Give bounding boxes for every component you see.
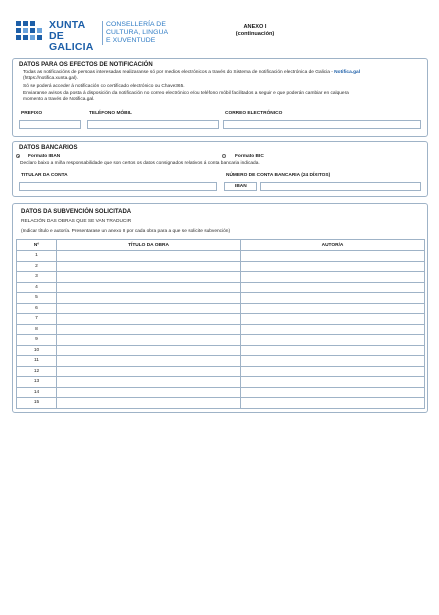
telefono-label: TELÉFONO MÓBIL [89,111,132,116]
numero-conta-label: NÚMERO DE CONTA BANCARIA (24 DÍXITOS) [226,173,331,178]
correo-field[interactable] [223,120,421,129]
titulo-obra-cell[interactable] [57,272,241,283]
titulo-obra-cell[interactable] [57,251,241,262]
subvencion-title: DATOS DA SUBVENCIÓN SOLICITADA [21,209,132,215]
obras-table-header [17,240,425,251]
row-number: 13 [17,377,57,388]
table-row [17,398,425,409]
titulo-obra-cell[interactable] [57,398,241,409]
row-number: 11 [17,356,57,367]
table-row [17,324,425,335]
bancarios-title: DATOS BANCARIOS [19,145,78,151]
notificacion-line-2: (https://notifica.xunta.gal). [23,76,78,81]
table-row [17,261,425,272]
row-number: 15 [17,398,57,409]
row-number: 4 [17,282,57,293]
autor-cell[interactable] [241,345,425,356]
autor-cell[interactable] [241,356,425,367]
table-row [17,251,425,262]
notificacion-line-5: momento a través de Notifica.gal. [23,97,95,102]
autor-cell[interactable] [241,324,425,335]
table-row [17,314,425,325]
bancarios-section [12,141,428,197]
table-row [17,272,425,283]
page-header [0,0,439,52]
row-number: 3 [17,272,57,283]
autor-cell[interactable] [241,377,425,388]
titulo-obra-cell[interactable] [57,303,241,314]
table-row [17,345,425,356]
autor-cell[interactable] [241,387,425,398]
table-row [17,335,425,346]
row-number: 1 [17,251,57,262]
row-number: 9 [17,335,57,346]
column-header-autor: AUTOR/A [241,240,425,251]
titulo-obra-cell[interactable] [57,293,241,304]
xunta-logo-icon [15,20,45,46]
bic-radio[interactable] [222,154,226,158]
autor-cell[interactable] [241,398,425,409]
notificacion-line-4: Enviaranse avisos da posta á disposición da notificación no correo electrónico e/ou teléfono móbil facilitados a seguir e que poderán cambiar en calquera [23,91,349,96]
anexo-title: ANEXO I [243,24,267,30]
titulo-obra-cell[interactable] [57,387,241,398]
consellaria-name: CONSELLERÍA DE CULTURA, LINGUA E XUVENTUDE [106,21,169,44]
xunta-logo [15,19,101,53]
logo-divider [102,21,103,45]
notificacion-title: DATOS PARA OS EFECTOS DE NOTIFICACIÓN [19,62,153,68]
logo-wordmark: XUNTA DE GALICIA [49,19,94,53]
titulo-obra-cell[interactable] [57,261,241,272]
notificacion-line-1: Todas as notificacións de persoas interesadas realizaranse só por medios electrónicos a través do Sistema de notificación electrónica de Galicia - Notifica.gal [23,70,361,75]
titulo-obra-cell[interactable] [57,314,241,325]
titulo-obra-cell[interactable] [57,377,241,388]
iban-prefix-box [224,182,257,191]
table-row [17,303,425,314]
table-row [17,366,425,377]
iban-prefix: IBAN [235,184,247,189]
relacion-heading: RELACIÓN DAS OBRAS QUE SE VAN TRADUCIR [21,219,132,224]
titular-label: TITULAR DA CONTA [21,173,68,178]
autor-cell[interactable] [241,272,425,283]
titulo-obra-cell[interactable] [57,356,241,367]
titulo-obra-cell[interactable] [57,345,241,356]
titulo-obra-cell[interactable] [57,282,241,293]
prefixo-field[interactable] [19,120,81,129]
autor-cell[interactable] [241,303,425,314]
titular-field[interactable] [19,182,217,191]
prefixo-label: PREFIXO [21,111,43,116]
iban-radio[interactable] [16,154,20,158]
anexo-heading [200,24,310,38]
row-number: 7 [17,314,57,325]
correo-label: CORREO ELECTRÓNICO [225,111,283,116]
iban-option-label: Formato IBAN [28,154,61,159]
table-row [17,293,425,304]
titulo-obra-cell[interactable] [57,335,241,346]
notifica-link[interactable]: Notifica.gal [334,70,361,75]
numero-conta-field[interactable] [260,182,421,191]
bic-option-label: Formato BIC [235,154,264,159]
telefono-field[interactable] [87,120,219,129]
autor-cell[interactable] [241,261,425,272]
notificacion-line-3: Só se poderá acceder á notificación co certificado electrónico ou Chave365. [23,84,185,89]
autor-cell[interactable] [241,282,425,293]
obras-table [16,239,425,409]
row-number: 8 [17,324,57,335]
row-number: 5 [17,293,57,304]
table-row [17,282,425,293]
titulo-obra-cell[interactable] [57,366,241,377]
autor-cell[interactable] [241,251,425,262]
column-header-titulo: TÍTULO DA OBRA [57,240,241,251]
autor-cell[interactable] [241,314,425,325]
titulo-obra-cell[interactable] [57,324,241,335]
column-header-numero: Nº [17,240,57,251]
table-row [17,356,425,367]
table-row [17,387,425,398]
notificacion-section [12,58,428,137]
row-number: 2 [17,261,57,272]
table-row [17,377,425,388]
row-number: 14 [17,387,57,398]
row-number: 10 [17,345,57,356]
relacion-instruction: (Indicar título e autor/a. Presentarase un anexo II por cada obra para a que se solicite subvención) [21,229,231,234]
bancarios-declaration: Declaro baixo a miña responsabilidade que son certos os datos consignados relativos á conta bancaria indicada. [20,161,260,166]
anexo-subtitle: (continuación) [235,31,275,37]
autor-cell[interactable] [241,335,425,346]
row-number: 12 [17,366,57,377]
autor-cell[interactable] [241,293,425,304]
autor-cell[interactable] [241,366,425,377]
row-number: 6 [17,303,57,314]
